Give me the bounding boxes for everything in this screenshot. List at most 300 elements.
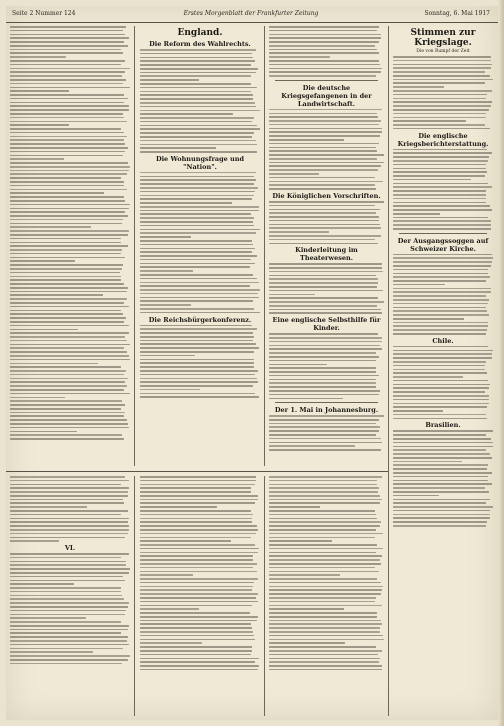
text-line bbox=[269, 239, 375, 241]
text-line bbox=[269, 476, 382, 478]
text-line bbox=[393, 205, 490, 207]
text-line bbox=[269, 271, 383, 273]
text-line bbox=[140, 278, 257, 280]
text-line bbox=[393, 220, 491, 222]
text-line bbox=[269, 275, 376, 277]
text-line bbox=[269, 661, 379, 663]
text-line bbox=[10, 310, 121, 312]
text-line bbox=[140, 136, 252, 138]
text-line bbox=[269, 449, 381, 451]
text-line bbox=[140, 255, 257, 257]
text-line bbox=[140, 248, 255, 250]
text-line bbox=[10, 648, 123, 650]
lower-column-1 bbox=[10, 476, 130, 716]
text-line bbox=[140, 555, 253, 557]
text-line bbox=[393, 365, 485, 367]
text-line bbox=[140, 582, 254, 584]
text-line bbox=[393, 124, 485, 126]
text-line bbox=[269, 627, 380, 629]
text-line bbox=[10, 41, 124, 43]
text-line bbox=[140, 491, 251, 493]
article-heading: Die Reichsbürgerkonferenz. bbox=[148, 315, 252, 324]
text-line bbox=[269, 290, 383, 292]
text-line bbox=[10, 438, 124, 440]
text-line bbox=[10, 279, 121, 281]
text-line bbox=[140, 525, 257, 527]
text-line bbox=[269, 294, 315, 296]
column-rule bbox=[264, 26, 265, 466]
text-line bbox=[140, 147, 216, 149]
text-line bbox=[10, 514, 121, 516]
divider bbox=[275, 80, 378, 81]
text-line bbox=[393, 156, 489, 158]
text-line bbox=[269, 212, 376, 214]
text-line bbox=[393, 179, 471, 181]
text-line bbox=[393, 291, 491, 293]
text-line bbox=[140, 559, 253, 561]
text-line bbox=[10, 49, 121, 51]
text-line bbox=[140, 567, 253, 569]
text-line bbox=[10, 45, 128, 47]
text-line bbox=[269, 45, 375, 47]
text-line bbox=[10, 226, 91, 228]
text-line bbox=[10, 351, 127, 353]
text-line bbox=[140, 244, 253, 246]
text-line bbox=[140, 355, 195, 357]
text-line bbox=[140, 229, 260, 231]
text-line bbox=[393, 372, 487, 374]
text-line bbox=[393, 273, 488, 275]
text-line bbox=[10, 52, 123, 54]
text-line bbox=[140, 198, 252, 200]
text-line bbox=[10, 177, 121, 179]
text-line bbox=[269, 639, 384, 641]
text-line bbox=[10, 347, 124, 349]
text-line bbox=[10, 629, 128, 631]
column-rule bbox=[134, 476, 135, 716]
text-line bbox=[269, 147, 376, 149]
page-edge bbox=[498, 0, 504, 726]
text-line bbox=[140, 589, 252, 591]
text-line bbox=[140, 187, 258, 189]
text-line bbox=[269, 356, 379, 358]
text-line bbox=[140, 627, 252, 629]
text-line bbox=[140, 393, 255, 395]
text-line bbox=[10, 427, 129, 429]
text-line bbox=[269, 188, 376, 190]
text-line bbox=[10, 359, 130, 361]
text-line bbox=[140, 83, 251, 85]
text-line bbox=[10, 655, 130, 657]
text-line bbox=[269, 209, 380, 211]
text-line bbox=[269, 56, 330, 58]
text-line bbox=[140, 285, 250, 287]
text-line bbox=[393, 213, 440, 215]
text-line bbox=[269, 658, 380, 660]
text-line bbox=[269, 263, 382, 265]
text-line bbox=[140, 343, 256, 345]
text-line bbox=[269, 518, 377, 520]
text-line bbox=[10, 64, 121, 66]
text-line bbox=[10, 56, 66, 58]
text-line bbox=[10, 26, 126, 28]
text-line bbox=[140, 396, 259, 398]
text-line bbox=[393, 369, 485, 371]
text-line bbox=[140, 544, 255, 546]
text-line bbox=[269, 605, 382, 607]
text-line bbox=[140, 297, 259, 299]
text-line bbox=[269, 394, 379, 396]
text-line bbox=[269, 345, 380, 347]
newspaper-page bbox=[6, 6, 498, 720]
text-line bbox=[10, 30, 123, 32]
text-line bbox=[10, 606, 128, 608]
text-line bbox=[393, 464, 488, 466]
text-line bbox=[269, 305, 377, 307]
article-heading: Der 1. Mai in Johannesburg. bbox=[274, 406, 379, 415]
text-line bbox=[140, 121, 252, 123]
text-line bbox=[393, 194, 486, 196]
text-line bbox=[269, 341, 382, 343]
text-line bbox=[269, 398, 343, 400]
text-line bbox=[140, 502, 255, 504]
text-line bbox=[269, 415, 384, 417]
text-line bbox=[269, 650, 382, 652]
text-line bbox=[10, 181, 124, 183]
text-line bbox=[393, 361, 486, 363]
text-line bbox=[140, 49, 256, 51]
text-line bbox=[10, 419, 127, 421]
text-line bbox=[393, 438, 491, 440]
text-line bbox=[140, 183, 254, 185]
text-line bbox=[10, 192, 104, 194]
text-line bbox=[10, 502, 124, 504]
text-line bbox=[269, 582, 381, 584]
text-line bbox=[393, 476, 488, 478]
text-line bbox=[393, 90, 492, 92]
text-line bbox=[393, 164, 486, 166]
text-line bbox=[10, 147, 128, 149]
text-line bbox=[140, 172, 256, 174]
text-line bbox=[10, 521, 128, 523]
text-line bbox=[10, 617, 86, 619]
text-line bbox=[269, 220, 379, 222]
text-line bbox=[140, 304, 191, 306]
text-line bbox=[269, 445, 355, 447]
text-line bbox=[140, 340, 253, 342]
text-line bbox=[140, 620, 257, 622]
text-line bbox=[140, 476, 256, 478]
text-line bbox=[140, 251, 252, 253]
text-line bbox=[393, 198, 486, 200]
text-line bbox=[10, 393, 130, 395]
text-line bbox=[269, 491, 378, 493]
text-line bbox=[393, 457, 492, 459]
text-line bbox=[10, 598, 124, 600]
text-line bbox=[393, 60, 491, 62]
text-line bbox=[269, 430, 379, 432]
text-line bbox=[269, 578, 377, 580]
text-line bbox=[10, 223, 122, 225]
text-line bbox=[269, 620, 381, 622]
text-line bbox=[393, 468, 487, 470]
article-heading: Die englische Kriegsberichterstattung. bbox=[397, 131, 489, 148]
text-line bbox=[140, 213, 251, 215]
text-line bbox=[140, 236, 191, 238]
newspaper-title: Erstes Morgenblatt der Frankfurter Zeitung bbox=[183, 10, 319, 17]
text-line bbox=[10, 636, 128, 638]
text-line bbox=[140, 266, 250, 268]
text-line bbox=[140, 325, 252, 327]
text-line bbox=[393, 171, 487, 173]
text-line bbox=[393, 380, 488, 382]
text-line bbox=[140, 586, 253, 588]
text-line bbox=[269, 608, 344, 610]
text-line bbox=[140, 540, 231, 542]
text-line bbox=[269, 173, 319, 175]
text-line bbox=[10, 136, 127, 138]
text-line bbox=[140, 179, 256, 181]
text-line bbox=[140, 601, 258, 603]
text-line bbox=[10, 117, 124, 119]
text-line bbox=[140, 232, 256, 234]
text-line bbox=[10, 580, 125, 582]
article-heading: Kinderleitung im Theaterwesen. bbox=[295, 246, 358, 263]
text-line bbox=[10, 94, 124, 96]
text-line bbox=[140, 274, 253, 276]
text-line bbox=[140, 506, 217, 508]
text-line bbox=[10, 79, 126, 81]
text-line bbox=[140, 217, 254, 219]
text-line bbox=[269, 278, 378, 280]
text-line bbox=[269, 154, 384, 156]
text-line bbox=[269, 631, 380, 633]
text-line bbox=[10, 336, 125, 338]
text-line bbox=[10, 98, 128, 100]
text-line bbox=[10, 105, 129, 107]
text-line bbox=[269, 301, 384, 303]
text-line bbox=[269, 571, 379, 573]
text-line bbox=[140, 293, 258, 295]
text-line bbox=[269, 495, 380, 497]
text-line bbox=[393, 186, 492, 188]
text-line bbox=[269, 227, 381, 229]
text-line bbox=[140, 374, 255, 376]
text-line bbox=[10, 476, 125, 478]
text-line bbox=[140, 128, 260, 130]
text-line bbox=[10, 491, 128, 493]
text-line bbox=[10, 245, 128, 247]
text-line bbox=[269, 529, 376, 531]
text-line bbox=[140, 616, 258, 618]
text-line bbox=[10, 625, 129, 627]
text-line bbox=[10, 529, 129, 531]
text-line bbox=[140, 510, 251, 512]
text-line bbox=[269, 75, 376, 77]
text-line bbox=[10, 257, 125, 259]
text-line bbox=[140, 110, 260, 112]
text-line bbox=[269, 267, 382, 269]
article-heading: Die Königlichen Vorschriften. bbox=[272, 191, 381, 200]
text-line bbox=[393, 120, 466, 122]
text-line bbox=[269, 525, 380, 527]
text-line bbox=[140, 328, 257, 330]
text-line bbox=[10, 533, 128, 535]
text-line bbox=[393, 346, 488, 348]
text-line bbox=[140, 312, 260, 314]
text-line bbox=[10, 87, 130, 89]
text-line bbox=[269, 544, 377, 546]
text-line bbox=[393, 410, 443, 412]
text-line bbox=[269, 586, 383, 588]
text-line bbox=[393, 384, 490, 386]
column-rule bbox=[264, 476, 265, 716]
text-line bbox=[269, 567, 375, 569]
text-line bbox=[10, 397, 65, 399]
divider bbox=[275, 402, 378, 403]
column-rule bbox=[388, 26, 389, 716]
article-heading: Der Ausgangssoggen auf Schweizer Kirche. bbox=[397, 236, 489, 253]
text-line bbox=[393, 79, 493, 81]
text-line bbox=[393, 376, 463, 378]
text-line bbox=[10, 540, 59, 542]
text-line bbox=[269, 510, 375, 512]
text-line bbox=[269, 243, 378, 245]
text-line bbox=[393, 113, 486, 115]
text-line bbox=[140, 206, 259, 208]
text-line bbox=[269, 552, 376, 554]
text-line bbox=[393, 288, 491, 290]
text-line bbox=[10, 253, 121, 255]
text-line bbox=[10, 173, 127, 175]
text-line bbox=[10, 302, 124, 304]
text-line bbox=[10, 431, 77, 433]
text-line bbox=[269, 352, 376, 354]
text-line bbox=[140, 518, 252, 520]
text-line bbox=[140, 362, 254, 364]
text-line bbox=[393, 461, 462, 463]
article-heading: Eine englische Selbsthilfe für Kinder. bbox=[272, 316, 381, 333]
text-line bbox=[140, 571, 257, 573]
text-line bbox=[10, 109, 129, 111]
text-line bbox=[10, 317, 126, 319]
text-line bbox=[10, 663, 122, 665]
text-line bbox=[269, 514, 376, 516]
text-line bbox=[10, 659, 128, 661]
text-line bbox=[140, 98, 253, 100]
text-line bbox=[140, 597, 256, 599]
text-line bbox=[140, 529, 258, 531]
text-line bbox=[10, 211, 125, 213]
text-line bbox=[269, 309, 381, 311]
text-line bbox=[269, 177, 375, 179]
text-line bbox=[140, 240, 252, 242]
text-line bbox=[269, 64, 380, 66]
text-line bbox=[140, 521, 252, 523]
text-line bbox=[393, 510, 490, 512]
text-line bbox=[393, 280, 486, 282]
text-line bbox=[393, 357, 492, 359]
text-line bbox=[10, 568, 130, 570]
text-line bbox=[10, 268, 122, 270]
text-line bbox=[140, 259, 251, 261]
text-line bbox=[269, 201, 384, 203]
text-line bbox=[10, 276, 121, 278]
text-line bbox=[10, 355, 129, 357]
text-line bbox=[269, 131, 382, 133]
text-line bbox=[140, 389, 200, 391]
text-line bbox=[140, 64, 251, 66]
text-line bbox=[10, 291, 127, 293]
text-line bbox=[269, 224, 380, 226]
text-line bbox=[10, 484, 121, 486]
text-line bbox=[393, 265, 491, 267]
text-line bbox=[140, 195, 254, 197]
text-line bbox=[10, 230, 129, 232]
text-line bbox=[140, 202, 232, 204]
text-line bbox=[393, 502, 486, 504]
text-line bbox=[10, 651, 93, 653]
text-line bbox=[140, 221, 253, 223]
column-3 bbox=[269, 26, 384, 466]
text-line bbox=[269, 635, 383, 637]
text-line bbox=[140, 480, 256, 482]
text-line bbox=[140, 650, 252, 652]
text-line bbox=[393, 491, 489, 493]
text-line bbox=[10, 576, 123, 578]
text-line bbox=[269, 360, 376, 362]
text-line bbox=[269, 143, 379, 145]
page-number: Seite 2 Nummer 124 bbox=[12, 10, 76, 17]
text-line bbox=[269, 158, 377, 160]
text-line bbox=[140, 658, 259, 660]
text-line bbox=[140, 68, 258, 70]
text-line bbox=[10, 75, 122, 77]
text-line bbox=[269, 375, 379, 377]
text-line bbox=[393, 449, 486, 451]
text-line bbox=[10, 561, 126, 563]
text-line bbox=[140, 552, 258, 554]
text-line bbox=[269, 669, 382, 671]
text-line bbox=[393, 269, 488, 271]
text-line bbox=[393, 353, 492, 355]
text-line bbox=[10, 83, 123, 85]
text-line bbox=[269, 390, 380, 392]
text-line bbox=[140, 79, 199, 81]
text-line bbox=[393, 480, 488, 482]
text-line bbox=[10, 557, 121, 559]
text-line bbox=[393, 325, 488, 327]
text-line bbox=[140, 669, 258, 671]
text-line bbox=[393, 105, 491, 107]
text-line bbox=[393, 521, 487, 523]
text-line bbox=[10, 553, 129, 555]
text-line bbox=[140, 300, 253, 302]
text-line bbox=[269, 597, 376, 599]
text-line bbox=[10, 200, 125, 202]
text-line bbox=[10, 423, 128, 425]
text-line bbox=[269, 124, 379, 126]
text-line bbox=[10, 378, 128, 380]
text-line bbox=[269, 589, 382, 591]
column-subtitle: Die von Rumpf der Zeit bbox=[416, 49, 470, 54]
text-line bbox=[393, 217, 488, 219]
text-line bbox=[269, 371, 376, 373]
text-line bbox=[140, 113, 233, 115]
text-line bbox=[10, 408, 121, 410]
text-line bbox=[269, 297, 378, 299]
text-line bbox=[393, 98, 486, 100]
